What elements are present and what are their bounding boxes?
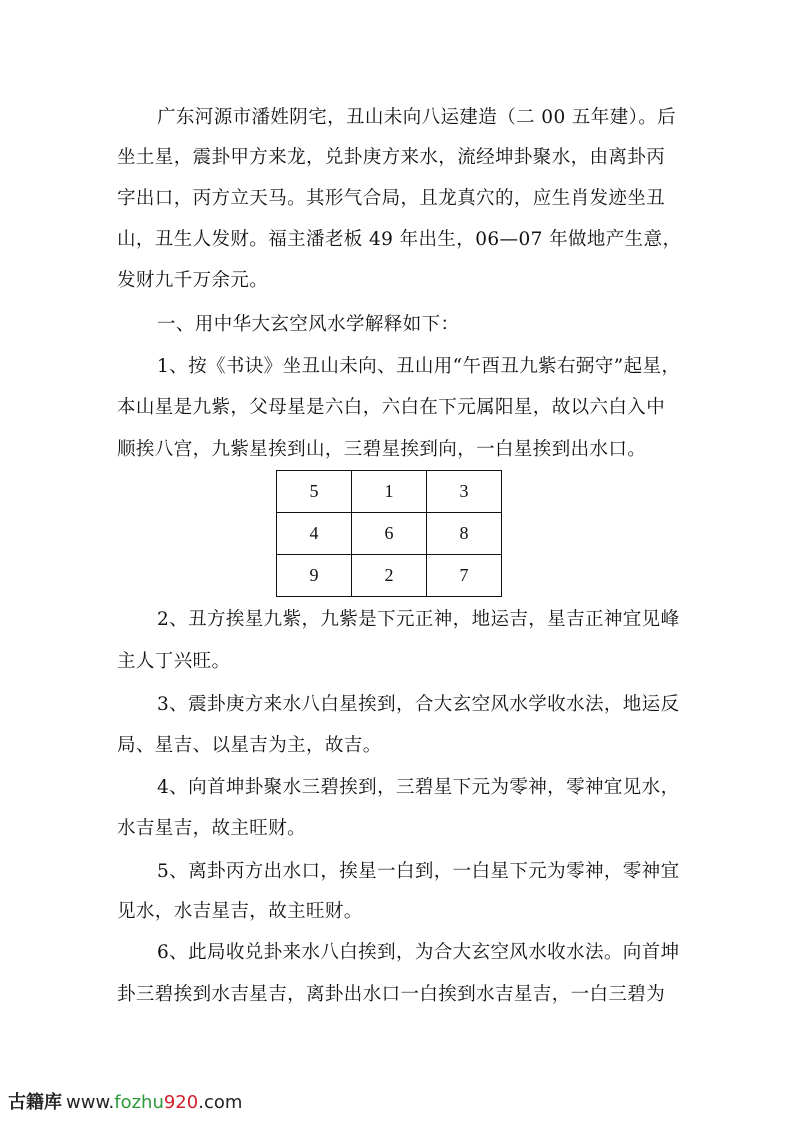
url-suffix: .com: [198, 1092, 243, 1113]
url-green: fozhu: [114, 1092, 164, 1113]
text-line: 广东河源市潘姓阴宅，丑山未向八运建造（二 00 五年建）。后: [157, 107, 677, 128]
text-line: 3、震卦庚方来水八白星挨到，合大玄空风水学收水法，地运反: [157, 694, 680, 715]
text-line: 1、按《书诀》坐丑山未向、丑山用“午酉丑九紫右弼守”起星，: [157, 356, 681, 377]
table-cell: 8: [427, 513, 502, 555]
url-red: 920: [163, 1092, 199, 1113]
text-line: 4、向首坤卦聚水三碧挨到，三碧星下元为零神，零神宜见水，: [157, 777, 680, 798]
text-line: 主人丁兴旺。: [117, 651, 231, 672]
table-cell: 9: [277, 555, 352, 597]
table-cell: 3: [427, 471, 502, 513]
table-cell: 4: [277, 513, 352, 555]
text-line: 水吉星吉，故主旺财。: [117, 818, 307, 839]
star-grid-table: [276, 470, 502, 597]
table-cell: 5: [277, 471, 352, 513]
table-cell: 2: [352, 555, 427, 597]
site-url[interactable]: [66, 1092, 242, 1113]
text-line: 本山星是九紫，父母星是六白，六白在下元属阳星，故以六白入中: [117, 397, 666, 418]
text-line: 顺挨八宫，九紫星挨到山，三碧星挨到向，一白星挨到出水口。: [117, 439, 647, 460]
text-line: 见水，水吉星吉，故主旺财。: [117, 901, 363, 922]
footer-watermark: [8, 1088, 242, 1114]
text-line: 发财九千万余元。: [117, 270, 269, 291]
table-cell: 6: [352, 513, 427, 555]
section-heading: 一、用中华大玄空风水学解释如下：: [157, 314, 460, 335]
url-prefix: www.: [66, 1092, 115, 1113]
text-line: 字出口，丙方立天马。其形气合局，且龙真穴的，应生肖发迹坐丑: [117, 188, 666, 209]
text-line: 5、离卦丙方出水口，挨星一白到，一白星下元为零神，零神宜: [157, 861, 680, 882]
text-line: 2、丑方挨星九紫，九紫是下元正神，地运吉，星吉正神宜见峰: [157, 609, 680, 630]
text-line: 局、星吉、以星吉为主，故吉。: [117, 735, 382, 756]
text-line: 坐土星，震卦甲方来龙，兑卦庚方来水，流经坤卦聚水，由离卦丙: [117, 147, 666, 168]
text-line: 卦三碧挨到水吉星吉，离卦出水口一白挨到水吉星吉，一白三碧为: [117, 984, 666, 1005]
text-line: 6、此局收兑卦来水八白挨到，为合大玄空风水收水法。向首坤: [157, 942, 680, 963]
table-cell: 7: [427, 555, 502, 597]
table-row: [277, 471, 502, 513]
text-line: 山，丑生人发财。福主潘老板 49 年出生，06—07 年做地产生意，: [117, 229, 682, 250]
table-row: [277, 513, 502, 555]
table-cell: 1: [352, 471, 427, 513]
table-row: [277, 555, 502, 597]
site-name: 古籍库: [8, 1092, 62, 1113]
